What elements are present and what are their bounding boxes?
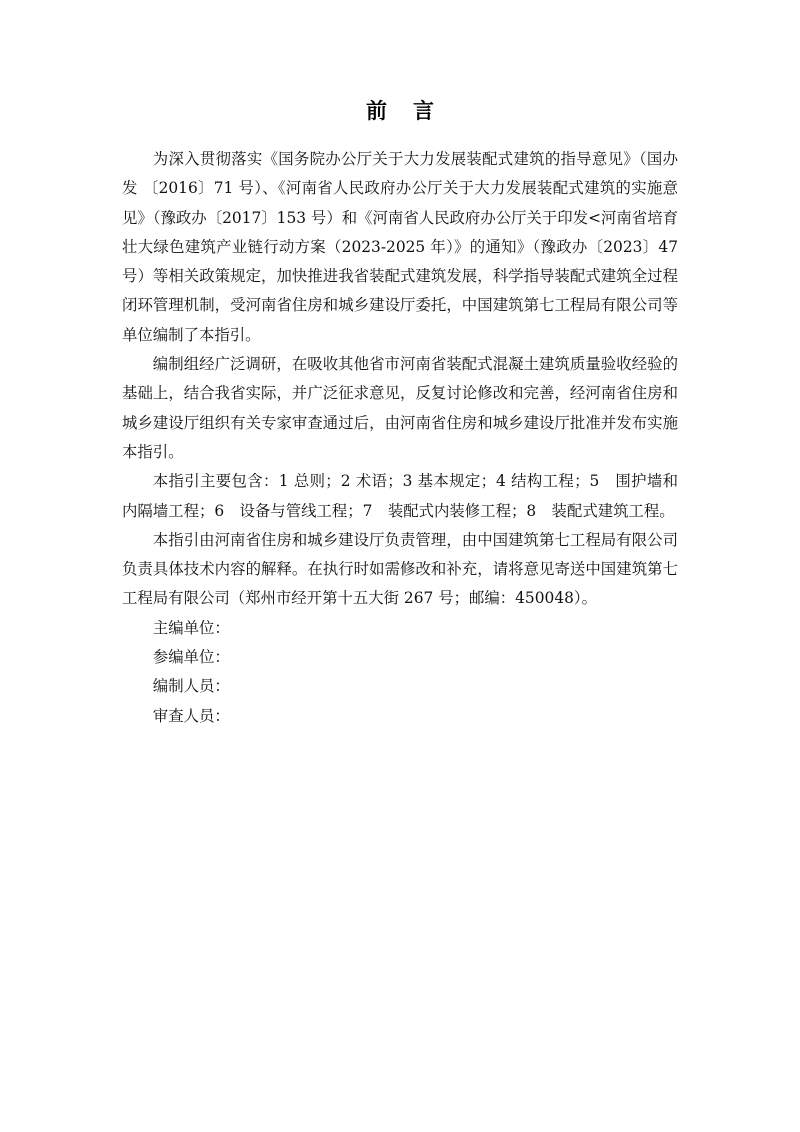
field-compilers: 编制人员： [152, 677, 230, 696]
paragraph-compilation: 编制组经广泛调研，在吸收其他省市河南省装配式混凝土建筑质量验收经验的基础上，结合我省实际，并广泛征求意见，反复讨论修改和完善，经河南省住房和城乡建设厅组织有关专家审查通过后，由河南省住房和城乡建设厅批准并发布实施本指引。 [122, 355, 678, 461]
page-title: 前言 [366, 99, 460, 123]
field-participating-unit: 参编单位： [152, 648, 230, 667]
document-body [122, 145, 678, 731]
paragraph-management: 本指引由河南省住房和城乡建设厅负责管理，由中国建筑第七工程局有限公司负责具体技术内容的解释。在执行时如需修改和补充，请将意见寄送中国建筑第七工程局有限公司（郑州市经开第十五大街 267 号；邮编：450048）。 [122, 530, 678, 608]
field-chief-editor-unit: 主编单位： [152, 618, 230, 637]
paragraph-contents: 本指引主要包含：1 总则；2 术语；3 基本规定；4 结构工程；5 围护墙和内隔墙工程；6 设备与管线工程；7 装配式内装修工程；8 装配式建筑工程。 [122, 472, 678, 520]
field-reviewers: 审查人员： [152, 706, 230, 725]
paragraph-background: 为深入贯彻落实《国务院办公厅关于大力发展装配式建筑的指导意见》（国办发 〔2016〕71 号）、《河南省人民政府办公厅关于大力发展装配式建筑的实施意见》（豫政办〔2017〕153 号）和《河南省人民政府办公厅关于印发<河南省培育壮大绿色建筑产业链行动方案（2023-2025 年）》的通知》（豫政办〔2023〕47 号）等相关政策规定，加快推进我省装配式建筑发展，科学指导装配式建筑全过程闭环管理机制，受河南省住房和城乡建设厅委托，中国建筑第七工程局有限公司等单位编制了本指引。 [122, 150, 678, 344]
